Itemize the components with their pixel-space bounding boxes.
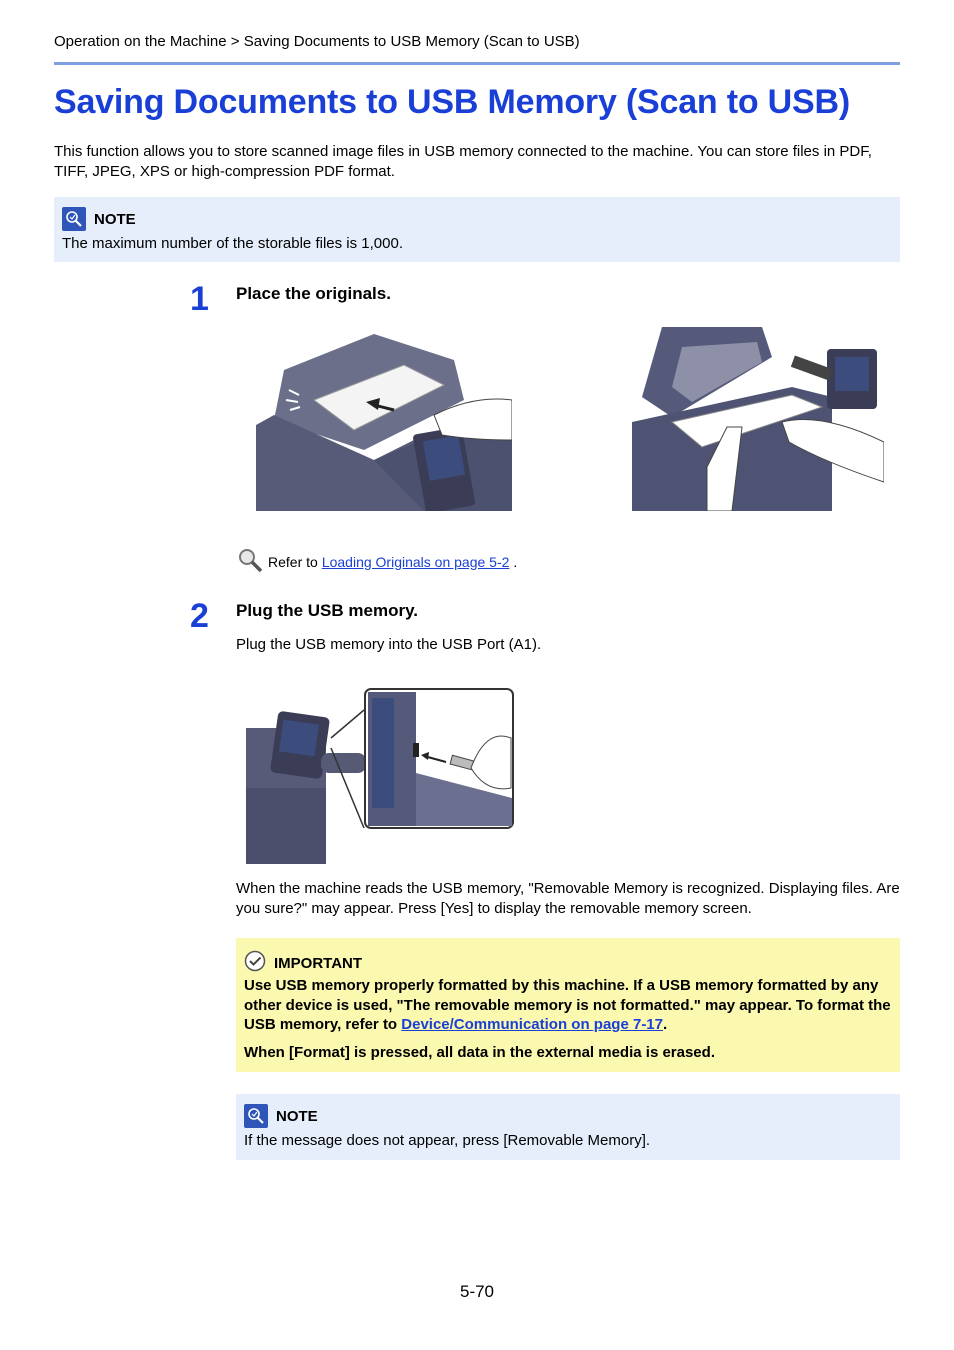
note-icon <box>62 207 86 231</box>
format-warning-text: When [Format] is pressed, all data in the external media is erased. <box>244 1044 715 1061</box>
note-text: If the message does not appear, press [Removable Memory]. <box>244 1132 651 1149</box>
refer-suffix: . <box>513 553 518 570</box>
important-text-before: Use USB memory properly formatted by this machine. If a USB memory formatted by any other device is used, "The removable memory is not formatted." may appear. To format the USB memory, refer to <box>244 977 891 1033</box>
device-communication-link[interactable]: Device/Communication on page 7-17 <box>401 1016 663 1033</box>
intro-paragraph: This function allows you to store scanned image files in USB memory connected to the machine. You can store files in PDF, TIFF, JPEG, XPS or high-compression PDF format. <box>54 143 872 180</box>
important-label: IMPORTANT <box>274 955 363 972</box>
important-text-after: . <box>663 1016 668 1033</box>
illustration-usb-port <box>246 688 514 864</box>
note-label: NOTE <box>94 210 136 228</box>
loading-originals-link[interactable]: Loading Originals on page 5-2 <box>321 553 510 570</box>
important-box <box>236 938 900 1072</box>
note-icon <box>244 1104 268 1128</box>
breadcrumb: Operation on the Machine > Saving Documents to USB Memory (Scan to USB) <box>54 33 580 50</box>
magnifier-icon <box>236 546 264 577</box>
page-title: Saving Documents to USB Memory (Scan to USB) <box>54 83 850 121</box>
illustration-platen-originals <box>632 327 884 511</box>
page-number: 5-70 <box>459 1282 495 1301</box>
illustration-adf-originals <box>254 330 512 511</box>
step-text: Plug the USB memory into the USB Port (A1). <box>236 636 542 653</box>
note-box <box>236 1094 900 1160</box>
recognition-message-text: When the machine reads the USB memory, "Removable Memory is recognized. Displaying files. Are you sure?" may appear. Press [Yes] to display the removable memory screen. <box>236 880 900 917</box>
refer-prefix: Refer to <box>268 553 318 570</box>
header-divider <box>54 62 900 65</box>
note-label: NOTE <box>276 1107 318 1125</box>
important-text <box>244 976 894 1035</box>
step-number: 1 <box>190 280 209 318</box>
step-number: 2 <box>190 597 209 635</box>
checkmark-icon <box>244 950 266 977</box>
note-box <box>54 197 900 262</box>
note-text: The maximum number of the storable files is 1,000. <box>62 235 403 252</box>
step-title: Plug the USB memory. <box>236 601 418 620</box>
reference-line <box>236 546 517 577</box>
step-title: Place the originals. <box>236 284 391 303</box>
